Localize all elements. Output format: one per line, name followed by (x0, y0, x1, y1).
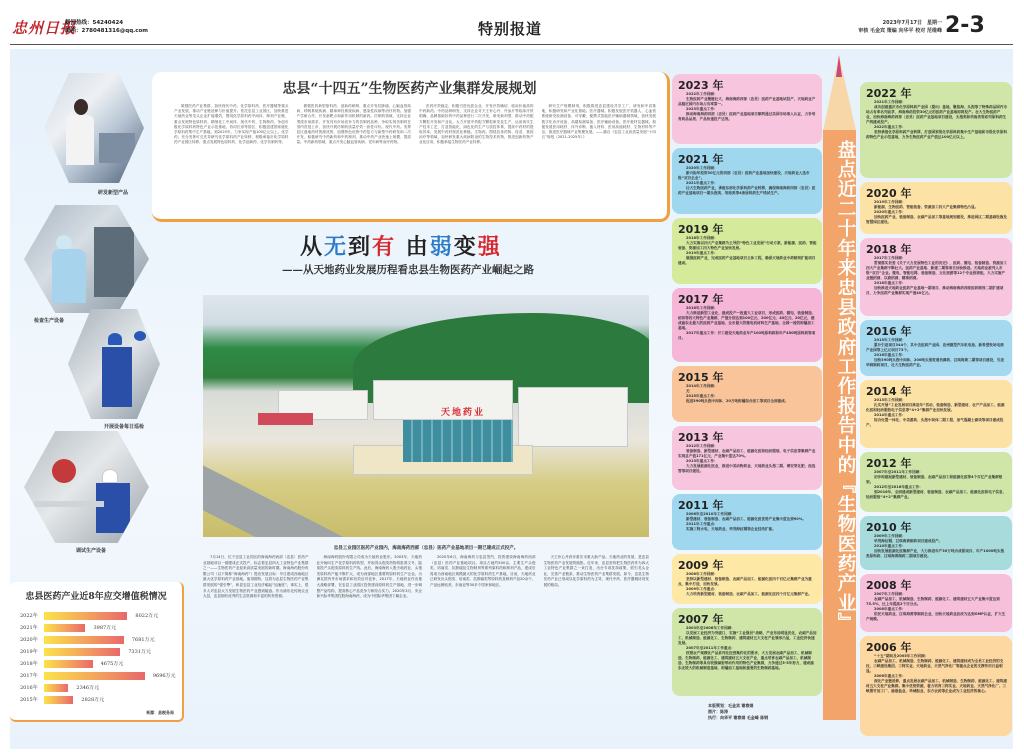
timeline-line: 2006年重点工作： (874, 674, 906, 678)
timeline-line: 2019年重点工作： (686, 251, 718, 255)
title-part: 变 (453, 234, 478, 260)
chart-row (10, 636, 184, 644)
timeline-line: 华茂海纹钢、巨琪海黄制药项目建成投产。 (874, 539, 943, 543)
chart-bar (44, 684, 68, 692)
timeline-line: 2016年工作回顾： (686, 306, 718, 310)
timeline-line: 2016年重点工作： (874, 353, 906, 357)
timeline-line: 2007年工作回顾： (874, 592, 906, 596)
timeline-text (678, 384, 817, 404)
timeline-line: 加快医药产业、装备制造、农副产品加工等基地规划建设，推进园区二期基础设施及智慧园区建设。 (866, 215, 1007, 224)
banner-text: 盘点近二十年来忠县政府工作报告中的『生物医药产业』 (835, 140, 856, 633)
timeline-year: 2021 年 (678, 153, 724, 166)
timeline-card (672, 366, 822, 422)
timeline-line: 坚持承接化学原料药产业转移，打造国家级化学原料药集中生产基地和市级化学原料药特色产业示范基地，力争生物医药产业产值达100亿元以上。 (866, 130, 1007, 139)
timeline-line: 2021年重点工作： (686, 181, 718, 185)
chart-row (10, 684, 184, 692)
title-part: 从 (300, 234, 325, 260)
credit-line: 执行：向华平 谢春娟 毛金峰 陈钢 (708, 715, 769, 720)
timeline-text (866, 534, 1007, 559)
timeline-text (678, 626, 817, 671)
timeline-line: 2006年至2010年工作回顾： (686, 512, 735, 516)
feature-subtitle: ——从天地药业发展历程看忠县生物医药产业崛起之路 (282, 264, 534, 276)
timeline-year: 2022 年 (866, 87, 912, 100)
chart-value-label: 8022万元 (135, 613, 159, 619)
timeline-text (866, 100, 1007, 140)
timeline-line: 按照农产规模化产品系列化经营集约化的要求，大力发展农副产品加工、机械制造、生物制药、能源化工、建筑建材五大支柱产业，重点培育农副产品加工、机械制造、生物制药等具有较强辐射带动作用的特色产业集群，力争通过3-5年努力，建成渝东北较大的机械制造基地、柑橘加工基地和重要的生物制药基地。 (678, 651, 814, 670)
timeline-line: 2009年工作回顾： (874, 534, 906, 538)
timeline-card (672, 148, 822, 214)
title-part: 到 (348, 234, 373, 260)
timeline-text (678, 444, 817, 474)
plan-article (152, 72, 670, 222)
chart-value-label: 2346万元 (76, 685, 100, 691)
timeline-line: 大力发展能源化医业，推进中美动物药业、天地药业头孢二期、博安莱化肥、池选管等项目建设。 (678, 464, 816, 473)
timeline-card (860, 516, 1012, 570)
chart-value-label: 9696万元 (152, 673, 176, 679)
chart-bar (44, 672, 145, 680)
page-number: 2-3 (945, 13, 985, 38)
feature-body (203, 555, 649, 735)
timeline-line: 2020年工作回顾： (686, 166, 718, 170)
issue-info (770, 19, 942, 35)
photo-equipment-debug (24, 431, 149, 543)
photo-glass-facade (403, 420, 513, 462)
timeline-line: 成功创建重庆市化学原料药产业园（提出）基地，聚焦海、头孢等了特殊药品国内市场占有率名列前茅，海南海药投资30亿元的医药产业基地即将投产。壮大生物医药产业，加快海南海药西部（忠县）医药产业基地项目建设，头孢类和培南类等系列原料药生产线建成投产。 (866, 105, 1007, 124)
photo-building (258, 413, 313, 425)
timeline-line: 推动海南海药西部（忠县）医药产业基地项目顺利通过美国市场准入认证，力争培育药品品类、产品快速投产达效。 (678, 112, 816, 121)
page-header (0, 0, 1024, 48)
timeline-text (866, 654, 1007, 694)
chart-row (10, 648, 184, 656)
timeline-line: 加快发展能源化医集群产业，大力推进年产30万吨合成氨项目、年产1000吨头孢类原料药、巨琪海黄制药二期项目建设。 (866, 549, 1005, 558)
timeline-year: 2020 年 (866, 187, 912, 200)
title-part: 有 (372, 234, 397, 260)
timeline-line: 2008年工作回顾： (686, 572, 718, 576)
timeline-line: 大力培育新型建材、装备制造、农副产品加工、能源化医四个百亿元集群产业。 (686, 592, 812, 596)
timeline-text (866, 200, 1007, 225)
timeline-year: 2013 年 (678, 431, 724, 444)
timeline-line: 农副产品加工、机械制造、生物制药、能源化工、建筑建材五大产业集中度达到75.5%，比上年提高2个百分点。 (866, 597, 1000, 606)
feature-column: 海南海药股份有限公司成为天地药业股东。2003年，天地药业开始向生产化学原料药转型，并取得头孢类药物的批准文号，陆续投产头孢类原料药生产线。此后，海南海药入股天地药业，头孢类原料药产能不断扩大，成为西部地区重要的原料药生产企业。为满足国内外市场需求和有效应对竞争，2017年，天地药业作出重大战略部署，在忠县工业园区投资建设原料药生产基地，进一步调整产品结构，提高核心产品竞争力和综合实力。2020年3月，央企新兴际华集团控股海南海药，成为中国际华集团下属企业。 (316, 555, 422, 599)
title-part: 无 (324, 234, 349, 260)
timeline-card (860, 452, 1012, 512)
feature-column: 天王补心丹获评重庆市重大新产品。天地药业的发展，是忠县生物医药产业发展的缩影。近年来，忠县坚持把生物医药作为四大工业特色产业集群之一来打造，出台专项扶持政策，招引龙头企业，完善产业链条，推动生物医药产业集群发展。如今，忠县生物医药产业已形成以化学原料药为主导，现代中药、医疗器械协同发展的格局。 (543, 555, 649, 587)
section-title: 特别报道 (478, 20, 543, 38)
timeline-line: 2023年重点工作： (686, 107, 718, 111)
timeline-card (860, 320, 1012, 376)
timeline-card (672, 74, 822, 144)
timeline-line: 2018年重点工作： (874, 281, 906, 285)
timeline-card (860, 574, 1012, 632)
chart-row (10, 672, 184, 680)
timeline-line: 2009年工作重点： (686, 587, 718, 591)
chart-category-label: 2018年 (20, 661, 38, 667)
timeline-line: 2003年至2006年工作回顾： (686, 626, 735, 630)
timeline-line: 壮大生物医药产业，承接东部化学原料药产业转移，确保海南海药西部（忠县）医药产业基地项目一期头孢类、培南类等4条原料药生产线试生产。 (678, 186, 816, 195)
chart-row (10, 696, 184, 704)
timeline-line: 累计引进项目344个，其中含医药产业园、忠州微型汽车机电池、新希望牧场电商产业园等上亿元项目73个。 (866, 343, 1004, 352)
chart-category-label: 2022年 (20, 613, 38, 619)
photo-column (10, 49, 150, 579)
timeline-line: 2022年工作回顾： (686, 92, 718, 96)
title-part: 弱 (429, 234, 454, 260)
timeline-text (866, 338, 1007, 368)
plan-column: 医药疗效稳定，积极引进优质企业，开发疗效确切、临床价值高的中药新药。中药品种研发，支持企业对天王补心丹、丹参片等临床疗效明确、品牌基础好的中药品种进行二次开发，研发新剂型，推动中药配方颗粒开发和产业化。大力开展中药配方颗粒研发及生产，运用现代生产技术工艺，打造智能化、绿色化的生产与质控体系，提高中药材的提取效率，发展中药材规范化种植。生物药。围绕抗体药物、疫苗、基因治疗等领域，加快研发重大疾病防治的生物技术药物，推进创新药物产业化应用，积极承接生物医药产业转移。 (419, 104, 534, 145)
chart-bar (44, 636, 124, 644)
timeline-line: 坚持以新型建材、装备制造、农副产品加工、能源化医四个百亿元集群产业为重点，集中打造，加快发展。 (678, 577, 812, 586)
feature-title (300, 230, 502, 261)
title-part: 由 (396, 234, 430, 260)
chart-category-label: 2019年 (20, 649, 38, 655)
chart-bar (44, 624, 85, 632)
aerial-photo-factory (203, 295, 649, 537)
timeline-line: 2011年工作重点： (686, 522, 718, 526)
timeline-line: 加快390吨头孢中间体、200吨头孢宽谱抗菌药、巨琪海黄二期等项目建设，引进华润制药项目，壮大生物医药产业。 (866, 358, 1005, 367)
timeline-card (860, 636, 1012, 736)
timeline-line: 加快推进天地药业医药产业基地一期项目、推动海南海药西部医药制剂二期扩建项目，力争医药产业集群实现产值40亿元。 (866, 286, 1004, 295)
timeline-card (672, 218, 822, 284)
chart-row (10, 624, 184, 632)
timeline-line: 扎实开展“工业发展项目推进年”活动，装备制造、新型建材、农产产品加工、能源化医和轻纺服装电子信息等“4+2”集群产业加快发展。 (866, 403, 1005, 412)
tax-chart (10, 582, 184, 722)
page-credits (708, 703, 768, 721)
timeline-text (678, 306, 817, 341)
timeline-year: 2006 年 (866, 641, 912, 654)
timeline-year: 2018 年 (866, 243, 912, 256)
timeline-line: 贯彻落实县委《关于大力发展特色工业的决定》，医药、微电、装备制造、资源加工四大产业集群不断壮大。医药产业基地、新建二期等项目加快推进。天地药业被列入市级“双百”企业。微电、智能电网、装备制造、文化旅游等12个专业招商组，大力实施产业链招商、以商招商、精准招商。 (866, 261, 1007, 280)
chart-bar (44, 648, 120, 656)
timeline-year: 2014 年 (866, 385, 912, 398)
contact-info (65, 19, 148, 35)
timeline-card (860, 238, 1012, 316)
timeline-line: 深化产业链延伸，重点发展农副产品加工、机械制造、生物制药、能源化工、建筑建材五大支柱产业集群。集中优势资源，着力培育三阿实业、天地药业、天然气净化厂、三峡黑竹加工厂、渝港盐业、华城船业、东方农药等企业成为工业经济的核心。 (866, 679, 1007, 693)
photo-lab-researcher (44, 73, 144, 183)
timeline-line: 依托天地药业、巨琪海黄等制药企业，加快天地药业扶改为达到GMP认证，扩大生产规模。 (866, 612, 1006, 621)
vertical-banner (823, 130, 856, 720)
photo-caption: 研发新型产品 (98, 190, 129, 196)
email: 邮箱：2780481316@qq.com (65, 28, 149, 34)
chart-category-label: 2017年 (20, 673, 38, 679)
timeline-year: 2012 年 (866, 457, 912, 470)
chart-value-label: 7331万元 (128, 649, 151, 655)
photo-daily-inspection (68, 309, 160, 419)
timeline-year: 2019 年 (678, 223, 724, 236)
timeline-line: 2015年工作回顾： (874, 338, 906, 342)
timeline-line: 2014年重点工作： (874, 413, 906, 417)
timeline-line: 2013年重点工作： (686, 459, 718, 463)
photo-building (518, 387, 628, 447)
title-part: 强 (477, 234, 502, 260)
photo-caption: 检查生产设备 (34, 318, 65, 324)
plan-column: 做强医药产业集群，加快现代中药、化学原料药、医疗器械等重点产业发展，推动产业链延伸与价值提升。依托忠县工业园区，加快推进天地药业等龙头企业扩能增效，围绕化学原料药中间体、制剂产业链、重点发展特色原料药、精细化工中间体、现代中药、生物制药，争创市级化学原料药特色产业示范基地，协同长寿等园区，积极创建国家级化学原料药集中生产基地。到2025年，力争实现产值100亿元以上。化学药。充分发挥可兑先导研究化学原料药产业转移，积极承接市化学原料药产业园区转移，重点发展特色原料药、化学创新药、化学仿制药等。 (174, 104, 289, 145)
timeline-text (866, 470, 1007, 500)
header-rule (10, 44, 1013, 45)
timeline-text (678, 572, 817, 597)
timeline-line: 2010年重点工作： (874, 544, 906, 548)
timeline-line: 2012年工作回顾： (686, 444, 718, 448)
chart-category-label: 2021年 (20, 625, 38, 631)
timeline-line: 综合处置一体化、中美番药、头孢中间体二期工程、加气混凝土砌块等项目建成投产。 (866, 418, 1004, 427)
timeline-line: 2012年至2016年重点工作： (874, 485, 923, 489)
timeline-line: 2020年重点工作： (874, 210, 906, 214)
timeline-text (678, 236, 817, 266)
timeline-year: 2023 年 (678, 79, 724, 92)
timeline-line: 装备制造、新型建材、农副产品加工、能源化医和轻纺服装、电子信息等集群产业实现总产值171亿元，产业集中度达70%。 (678, 449, 816, 458)
timeline-year: 2015 年 (678, 371, 724, 384)
timeline-line: 生物医药产业聚链壮大，海南海药西部（忠县）医药产业基地试投产，天地药业产品稳定国内市场占有率第一。 (678, 97, 816, 106)
timeline-text (678, 512, 817, 532)
timeline-text (678, 166, 817, 196)
credit-line: 图片：陈涛 (708, 709, 728, 714)
timeline-line: 无 (686, 389, 690, 393)
timeline-line: 农副产品加工、机械制造、生物制药、能源化工、建筑建材成为全县工业经济的支柱，三峡建设集团、三阿实业、天地药业、天然气净化厂等重点企业的支撑作用日益明显。 (866, 659, 1004, 673)
chart-source: 来源：县税务局 (146, 710, 174, 715)
timeline-line: 初步构建起新型建材、装备制造、农副产品加工和能源化医等4个百亿产业集群框架。 (866, 475, 1003, 484)
plan-title: 忠县“十四五”生物医药产业集群发展规划 (282, 81, 537, 97)
chart-category-label: 2015年 (20, 697, 38, 703)
timeline-text (866, 398, 1007, 428)
timeline-line: 新型建材、装备制造、农副产品加工、能源化医优势产业集中度达到90%。 (686, 517, 807, 521)
timeline-line: 做强医药产业，完成医药产业基地项目主体工程，确保天地药业中药制剂扩能项目建成。 (678, 256, 816, 265)
timeline-card (672, 494, 822, 550)
timeline-line: 大力实施以四大产业集群为主导的“特色工业发展”行动方案，新能源、医药、智能装备、资源加工四大特色产业加快发展。 (678, 241, 817, 250)
timeline-line: 2019年工作回顾： (874, 200, 906, 204)
timeline-year: 2010 年 (866, 521, 912, 534)
chart-category-label: 2016年 (20, 685, 38, 691)
timeline-text (866, 256, 1007, 296)
chart-row (10, 660, 184, 668)
timeline-line: “十五”期间及2005年工作回顾： (874, 654, 929, 658)
chart-bar (44, 696, 73, 704)
chart-title: 忠县医药产业近8年应交增值税情况 (25, 592, 167, 602)
chart-value-label: 4675万元 (100, 661, 124, 667)
timeline-year: 2009 年 (678, 559, 724, 572)
timeline-year: 2016 年 (866, 325, 912, 338)
timeline-year: 2011 年 (678, 499, 724, 512)
timeline-line: 2008年重点工作： (874, 607, 906, 611)
plan-column: 做强医药新型原料药、创新药研制、重点开发抗肿瘤、心脑血管疾病、呼吸系统疾病、精神神经系统疾病、感染性疾病等治疗药物。加强产学研合作，开发新靶点和新作用机制的新药。仿制药领域，支持企业围绕市场需求，开发具有市场竞争力的仿制药品种，争取实现仿制药在国内首批上市，加快开展仿制药质量疗效一致性评价。现代中药。发挥县区道地药材资源优势，加强特色优势中药复方与新型中药研发和二次开发，积极研究中药新药和中药制剂，推动中药产业快速上规模、提质量。中药新药领域，重点开发心脑血管疾病、老年病等治疗药物。 (296, 104, 411, 145)
timeline-card (672, 288, 822, 362)
chart-value-label: 3987万元 (93, 625, 117, 631)
timeline-line: 2007年至2011年工作重点： (686, 646, 735, 650)
timeline-line: 2013年工作回顾： (874, 398, 906, 402)
feature-column: 2020年6月，海南海药与忠县签约，投资建设海南海药西部（忠县）医药产业基地项目。项目占地约500亩，主要生产头孢类、培南类、抗肿瘤及生物制剂等系列原料药和制剂产品，建成后将成为西南地区规模最大的化学原料药生产基地。目前，天地药业已研发出头孢类、培南类、抗肿瘤类等原料药及制剂产品20余个，产品远销欧美、东南亚等30多个国家和地区。 (430, 555, 536, 587)
timeline-line: 以发展工业经济为突破口，实施“工业强县”战略，产业布局明显优化，农副产品加工、机械制造、能源化工、生物制药、建筑建材五大支柱产业雏形凸显，工业经济快速发展。 (678, 631, 817, 645)
photo-equipment-check (24, 205, 149, 313)
timeline-line: 新能源、生物医药、智能装备、资源加工四大产业集群特色凸显。 (874, 205, 979, 209)
staff-credits: 审核 毛金宾 策编 向华平 校对 范维峰 (858, 28, 942, 34)
hotline: 新闻热线：54240424 (65, 20, 124, 26)
photo-caption: 开展设备每日巡检 (104, 424, 145, 430)
photo-caption: 忠县工业园区医药产业园内，海南海药西部（忠县）医药产业基地项目一期已建成正式投产。 (333, 546, 519, 551)
timeline-line: 大力推进新型工业化，建成投产一批重大工业项目，形成医药、微电、装备制造、纺织等四大特色产业集群，产值分别达到100亿元、200亿元、40亿元、20亿元，建成渝东北最大的医药产业基地、全市最大的微电机材料生产基地、全国一流的柑橘加工基地。 (678, 311, 816, 330)
timeline-line: 2015年重点工作： (686, 394, 718, 398)
photo-sign: 天地药业 (441, 408, 486, 418)
timeline-card (672, 426, 822, 490)
chart-value-label: 7681万元 (131, 637, 155, 643)
plan-body (174, 104, 656, 216)
credit-line: 本版策划：毛金宾 谢春娟 (708, 703, 754, 708)
chart-value-label: 2828万元 (81, 697, 105, 703)
issue-date: 2023年7月17日 星期一 (882, 20, 942, 26)
timeline-line: 2007年至2011年工作回顾： (874, 470, 923, 474)
timeline-line: 新兴际华投资30亿元的西部（忠县）医药产业基地加快建设，天地药业入选市级“双百企业”。 (678, 171, 810, 180)
timeline-card (860, 82, 1012, 178)
timeline-line: 2017年重点工作：开工建设天地药业年产100吨原料药和年产450吨原料药等项目。 (678, 331, 816, 340)
timeline-card (860, 380, 1012, 448)
timeline-line: 促进390吨头孢中间体、20万吨柑橘综合加工等项目全面建成。 (686, 399, 789, 403)
timeline-text (866, 592, 1007, 622)
newspaper-logo: 忠州日报 (12, 19, 77, 37)
timeline-line: 2021年工作回顾： (874, 100, 906, 104)
timeline-year: 2008 年 (866, 579, 912, 592)
photo-caption: 调试生产设备 (76, 548, 107, 554)
timeline-card (672, 554, 822, 604)
timeline-year: 2017 年 (678, 293, 724, 306)
timeline-line: 2022年重点工作： (874, 125, 906, 129)
chart-row (10, 612, 184, 620)
plan-column: 研究生产规模制剂，积极推进忠县建设共享工厂，研发和中试基地，积极研发和产业化基地。医疗器械。积极发展医疗机器人、心血管系统研发检测设备、可穿戴、便携式智能医疗辅助器械领域，加快发展数字化诊疗设备、高端检测装备、医疗辅助设备。医疗耗材及器械。积极发展医用耗材、体外诊断、植入材料、医用高值耗材、生物材料等产品，推进医疗器械产业集聚发展。——摘自《忠县工业高质量发展“十四五”规划（2021-2025年）》 (541, 104, 656, 140)
chart-bar (44, 612, 127, 620)
timeline-card (860, 182, 1012, 234)
timeline-line: 2014年工作回顾： (686, 384, 718, 388)
timeline-line: 到2016年，全面建成新型建材、装备制造、农副产品加工、能源化医和电子信息、轻纺服装“4+2”集群产业。 (866, 490, 1007, 499)
feature-column: 7月14日，位于忠县工业园区的海南海药西部（忠县）医药产业基地项目一期建成正式投产，标志着忠县四大工业特色产业集群之一——生物医药产业迎来高质量发展的新时期。海南海药股份有限公司（以下简称“海南海药”）提出发展目标：早日建成西南地区最大化学原料药产业基地。值得期待，这将为忠县生物医药产业集群发展的“强引擎”，彰显忠县工业经济崛起“加速度”。事实上，很多人对忠县大力发展生物医药产业感到疑惑。作为渝东北传统农业大县，忠县拥有优秀的生态资源和丰富的药材资源。 (203, 555, 309, 599)
timeline-card (672, 608, 822, 696)
chart-category-label: 2020年 (20, 637, 38, 643)
timeline-line: 实施三阿水电、天地药业、华茂海纹钢等企业技改扩能。 (686, 527, 776, 531)
chart-bar (44, 660, 93, 668)
timeline-line: 2018年工作回顾： (686, 236, 718, 240)
timeline-line: 2017年工作回顾： (874, 256, 906, 260)
timeline-text (678, 92, 817, 122)
timeline-year: 2007 年 (678, 613, 724, 626)
